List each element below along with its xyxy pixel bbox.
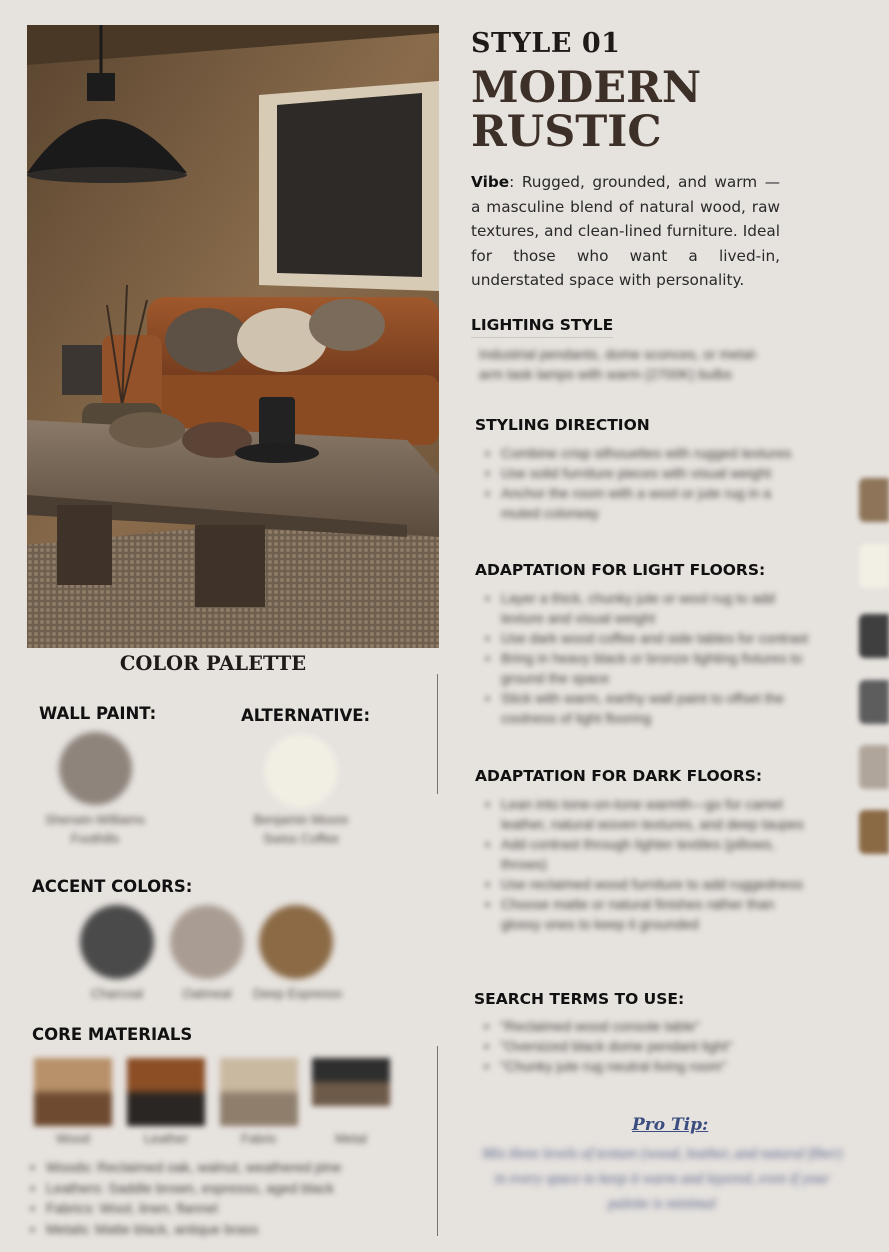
material-metal-sample	[312, 1058, 390, 1106]
list-item: • Anchor the room with a wool or jute rug in a muted colorway	[475, 483, 795, 523]
hero-room-photo	[27, 25, 439, 648]
page-title	[471, 63, 771, 157]
dark-floors-list	[475, 794, 810, 934]
alternative-swatch	[264, 734, 338, 808]
alternative-name: Benjamin Moore Swiss Coffee	[253, 812, 349, 846]
material-leather-sample	[127, 1058, 205, 1126]
pro-tip-heading: Pro Tip:	[632, 1115, 709, 1135]
dark-floors-heading: ADAPTATION FOR DARK FLOORS:	[475, 767, 763, 785]
accent-swatch	[80, 905, 154, 979]
list-item: • Fabrics: Wool, linen, flannel	[20, 1198, 420, 1219]
list-item: • Use reclaimed wood furniture to add ruggedness	[475, 874, 810, 894]
wall-paint-name: Sherwin-Williams Foothills	[45, 812, 145, 846]
light-floors-list	[475, 588, 810, 728]
title-line-1: MODERN	[471, 63, 702, 113]
list-item: • Bring in heavy black or bronze lighting fixtures to ground the space	[475, 648, 810, 688]
list-item: • "Reclaimed wood console table"	[474, 1016, 809, 1036]
material-wood-sample	[34, 1058, 112, 1126]
list-item: • Lean into tone-on-tone warmth—go for camel leather, natural woven textures, and deep taupes	[475, 794, 810, 834]
vibe-text: : Rugged, grounded, and warm — a masculine blend of natural wood, raw textures, and clean-lined furniture. Ideal for those who want a lived-in, understated space with personality.	[471, 173, 780, 289]
list-item: • Add contrast through lighter textiles (pillows, throws)	[475, 834, 810, 874]
list-item: • Woods: Reclaimed oak, walnut, weathered pine	[20, 1157, 420, 1178]
vibe-description	[471, 170, 780, 293]
list-item: • Stick with warm, earthy wall paint to offset the coolness of light flooring	[475, 688, 810, 728]
list-item: • "Chunky jute rug neutral living room"	[474, 1056, 809, 1076]
light-floors-heading: ADAPTATION FOR LIGHT FLOORS:	[475, 561, 766, 579]
edge-swatch	[859, 614, 889, 658]
materials-list	[20, 1157, 420, 1239]
edge-swatch	[859, 745, 889, 789]
material-name: Leather	[143, 1131, 189, 1146]
accent-name: Charcoal	[90, 986, 144, 1001]
accent-name: Deep Espresso	[253, 986, 342, 1001]
style-number: STYLE 01	[471, 28, 621, 59]
list-item: • Use dark wood coffee and side tables for contrast	[475, 628, 810, 648]
accent-colors-heading: ACCENT COLORS:	[32, 877, 193, 896]
pro-tip-text: Mix three levels of texture (wood, leather, and natural fiber) in every space to keep it warm and layered, even if your palette is minimal	[481, 1146, 843, 1212]
list-item: • "Oversized black dome pendant light"	[474, 1036, 809, 1056]
lighting-heading: LIGHTING STYLE	[471, 316, 613, 338]
column-divider	[437, 674, 438, 794]
list-item: • Combine crisp silhouettes with rugged textures	[475, 443, 795, 463]
accent-name: Oatmeal	[182, 986, 232, 1001]
material-fabric-sample	[220, 1058, 298, 1126]
list-item: • Leathers: Saddle brown, espresso, aged black	[20, 1178, 420, 1199]
alternative-heading: ALTERNATIVE:	[241, 706, 371, 725]
wall-paint-heading: WALL PAINT:	[39, 704, 157, 723]
material-name: Fabric	[240, 1131, 278, 1146]
list-item: • Metals: Matte black, antique brass	[20, 1219, 420, 1240]
title-line-2: RUSTIC	[471, 107, 662, 157]
list-item: • Choose matte or natural finishes rather than glossy ones to keep it grounded	[475, 894, 810, 934]
core-materials-heading: CORE MATERIALS	[32, 1025, 193, 1044]
edge-swatch	[859, 478, 889, 522]
search-terms-list	[474, 1016, 809, 1076]
edge-swatch	[859, 544, 889, 588]
material-name: Wood	[56, 1131, 90, 1146]
edge-swatch	[859, 810, 889, 854]
accent-swatch	[170, 905, 244, 979]
palette-heading: COLOR PALETTE	[119, 652, 307, 675]
wall-paint-swatch	[59, 732, 132, 805]
column-divider	[437, 1046, 438, 1236]
accent-swatch	[259, 905, 333, 979]
list-item: • Layer a thick, chunky jute or wool rug to add texture and visual weight	[475, 588, 810, 628]
search-terms-heading: SEARCH TERMS TO USE:	[474, 990, 685, 1008]
vibe-label: Vibe	[471, 173, 510, 191]
edge-swatch	[859, 680, 889, 724]
styling-heading: STYLING DIRECTION	[475, 416, 650, 434]
material-name: Metal	[335, 1131, 367, 1146]
list-item: • Use solid furniture pieces with visual weight	[475, 463, 795, 483]
lighting-text: Industrial pendants, dome sconces, or metal-arm task lamps with warm (2700K) bulbs	[479, 346, 759, 382]
styling-list	[475, 443, 795, 523]
